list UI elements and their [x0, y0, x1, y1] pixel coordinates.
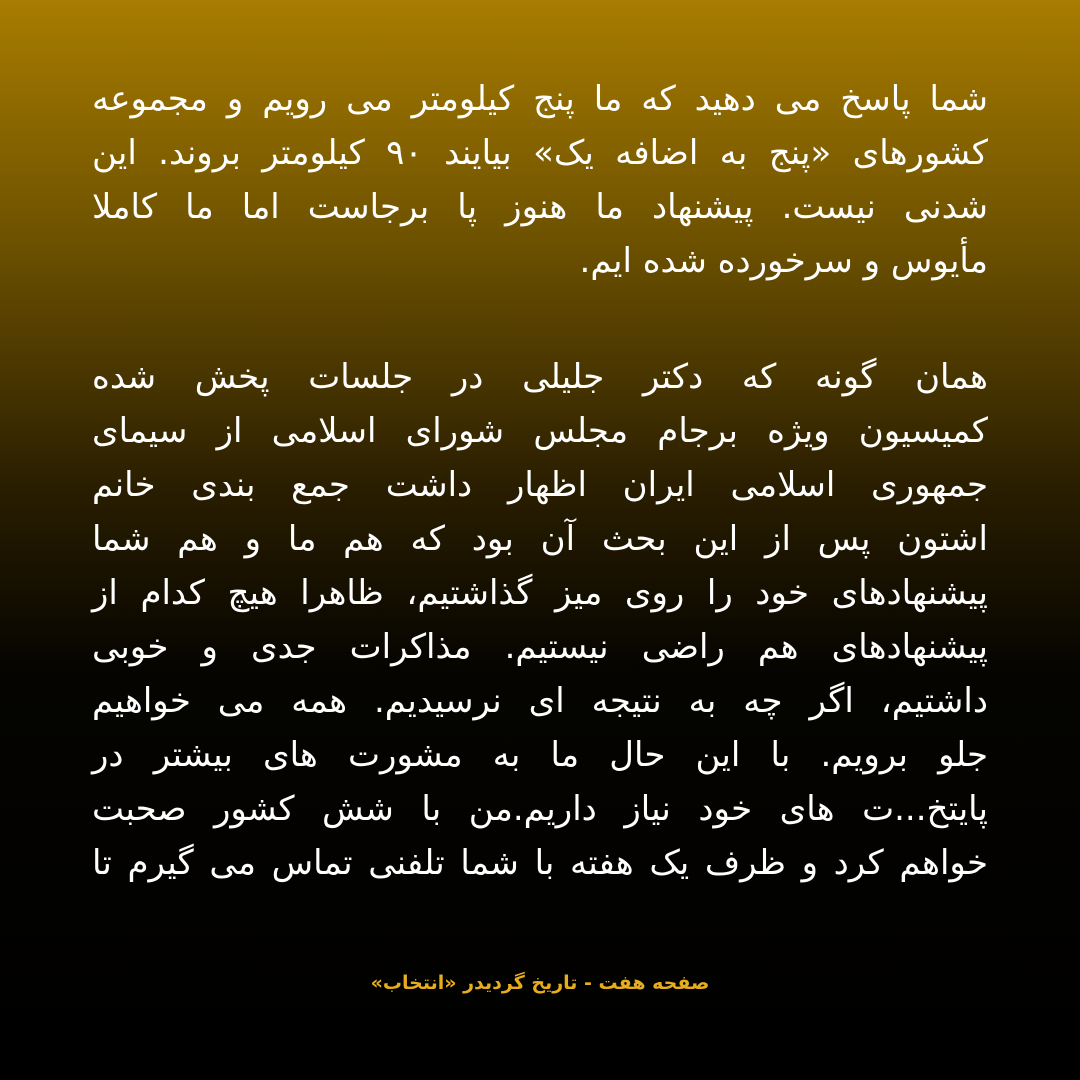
- paragraph-line: همان گونه که دکتر جلیلی در جلسات پخش شده: [92, 357, 988, 397]
- paragraph-line: اشتون پس از این بحث آن بود که هم ما و هم شما: [92, 519, 988, 559]
- paragraph-line: شما پاسخ می دهید که ما پنج کیلومتر می رویم و مجموعه: [92, 79, 988, 119]
- paragraph-line: پیشنهادهای خود را روی میز گذاشتیم، ظاهرا هیچ کدام از: [92, 573, 988, 613]
- paragraph-line: کمیسیون ویژه برجام مجلس شورای اسلامی از سیمای: [92, 411, 988, 451]
- paragraph-line: کشورهای «پنج به اضافه یک» بیایند ۹۰ کیلومتر بروند. این: [92, 133, 988, 173]
- paragraph-1: [92, 72, 988, 288]
- paragraph-line: جلو برویم. با این حال ما به مشورت های بیشتر در: [92, 735, 988, 775]
- paragraph-2: [92, 350, 988, 890]
- paragraph-line: پایتخ...ت های خود نیاز داریم.من با شش کشور صحبت: [92, 789, 988, 829]
- paragraph-line: جمهوری اسلامی ایران اظهار داشت جمع بندی خانم: [92, 465, 988, 505]
- paragraph-line: داشتیم، اگر چه به نتیجه ای نرسیدیم. همه می خواهیم: [92, 681, 988, 721]
- footer-caption: صفحه هفت - تاریخ گردیدر «انتخاب»: [370, 972, 710, 994]
- paragraph-line: شدنی نیست. پیشنهاد ما هنوز پا برجاست اما ما کاملا: [92, 187, 988, 227]
- paragraph-line: خواهم کرد و ظرف یک هفته با شما تلفنی تماس می گیرم تا: [92, 843, 988, 883]
- paragraph-line: مأیوس و سرخورده شده ایم.: [579, 241, 988, 281]
- paragraph-line: پیشنهادهای هم راضی نیستیم. مذاکرات جدی و خوبی: [92, 627, 988, 667]
